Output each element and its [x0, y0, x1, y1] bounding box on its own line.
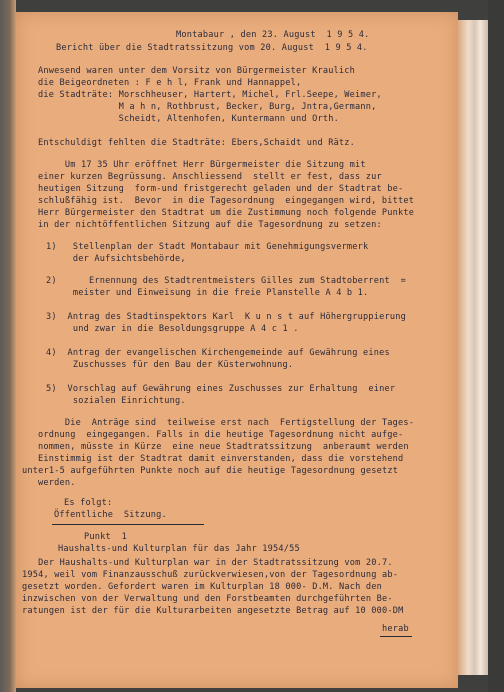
punkt-body-line: inzwischen von der Verwaltung und den Forstbeamten durchgeführten Be- [22, 594, 393, 604]
agreement-line: werden. [38, 478, 76, 488]
attendance-line: Anwesend waren unter dem Vorsitz von Bürgermeister Kraulich [38, 66, 356, 76]
agenda-item: meister und Einweisung in die freie Planstelle A 4 b 1. [46, 288, 369, 298]
agenda-item: sozialen Einrichtung. [46, 396, 186, 406]
agenda-item: 1) Stellenplan der Stadt Montabaur mit Genehmigungsvermerk [46, 242, 369, 252]
report-title: Bericht über die Stadtratssitzung vom 20. August 1 9 5 4. [56, 43, 368, 53]
punkt-body-line: gesetzt worden. Gefordert waren im Kulturplan 18 000- D.M. Nach den [22, 582, 383, 592]
agenda-item: 5) Vorschlag auf Gewährung eines Zuschusses zur Erhaltung einer [46, 384, 396, 394]
agenda-item: 4) Antrag der evangelischen Kirchengemeinde auf Gewährung eines [46, 348, 390, 358]
punkt-title: Haushalts-und Kulturplan für das Jahr 1954/55 [58, 544, 300, 554]
intro-line: schlußfähig ist. Bevor in die Tagesordnung eingegangen wird, bittet [38, 196, 415, 206]
agreement-line: unter1-5 aufgeführten Punkte noch auf die heutige Tagesordnung gesetzt [22, 466, 399, 476]
agenda-item: der Aufsichtsbehörde, [46, 254, 186, 264]
public-session-heading: Öffentliche Sitzung. [54, 510, 167, 520]
page-stack-edge [458, 20, 488, 675]
attendance-line: M a h n, Rothbrust, Becker, Burg, Jntra,Germann, [38, 102, 377, 112]
intro-line: in der nichtöffentlichen Sitzung auf die Tagesordnung zu setzen: [38, 220, 382, 230]
agreement-line: nommen, müsste in Kürze eine neue Stadtratssitzung anberaumt werden [38, 442, 409, 452]
binding-edge [0, 0, 16, 692]
intro-line: heutigen Sitzung form-und fristgerecht geladen und der Stadtrat be- [38, 184, 404, 194]
punkt-body-line: ratungen ist der für die Kulturarbeiten angesetzte Betrag auf 10 000-DM [22, 606, 404, 616]
agenda-item: 2) Ernennung des Stadtrentmeisters Gilles zum Stadtoberrent = [46, 276, 407, 286]
agreement-line: Einstimmig ist der Stadtrat damit einverstanden, dass die vorstehend [38, 454, 404, 464]
intro-line: Herr Bürgermeister den Stadtrat um die Zustimmung noch folgende Punkte [38, 208, 415, 218]
punkt-body-line: Der Haushalts-und Kulturplan war in der Stadtratssitzung vom 20.7. [22, 558, 393, 568]
attendance-line: die Stadträte: Morschheuser, Hartert, Michel, Frl.Seepe, Weimer, [38, 90, 382, 100]
date-line: Montabaur , den 23. August 1 9 5 4. [176, 30, 370, 40]
excused-line: Entschuldigt fehlten die Stadträte: Ebers,Schaidt und Rätz. [38, 138, 356, 148]
catchword: herab [382, 624, 409, 634]
catchword-underline [380, 636, 412, 637]
heading-underline [52, 524, 204, 525]
punkt-heading: Punkt 1 [84, 532, 127, 542]
agreement-line: Die Anträge sind teilweise erst nach Fertigstellung der Tages- [38, 418, 415, 428]
punkt-body-line: 1954, weil vom Finanzausschuß zurückverwiesen,von der Tagesordnung ab- [22, 570, 399, 580]
agreement-line: ordnung eingegangen. Falls in die heutige Tagesordnung nicht aufge- [38, 430, 404, 440]
agenda-item: Zuschusses für den Bau der Küsterwohnung. [46, 360, 294, 370]
intro-line: einer kurzen Begrüssung. Anschliessend stellt er fest, dass zur [38, 172, 382, 182]
attendance-line: Scheidt, Altenhofen, Kuntermann und Orth. [38, 114, 339, 124]
agenda-item: 3) Antrag des Stadtinspektors Karl K u n s t auf Höhergruppierung [46, 312, 407, 322]
intro-line: Um 17 35 Uhr eröffnet Herr Bürgermeister die Sitzung mit [38, 160, 366, 170]
background-right [488, 0, 504, 692]
es-folgt-label: Es folgt: [64, 498, 113, 508]
agenda-item: und zwar in die Besoldungsgruppe A 4 c 1 . [46, 324, 299, 334]
attendance-line: die Beigeordneten : F e h l, Frank und Hannappel, [38, 78, 302, 88]
